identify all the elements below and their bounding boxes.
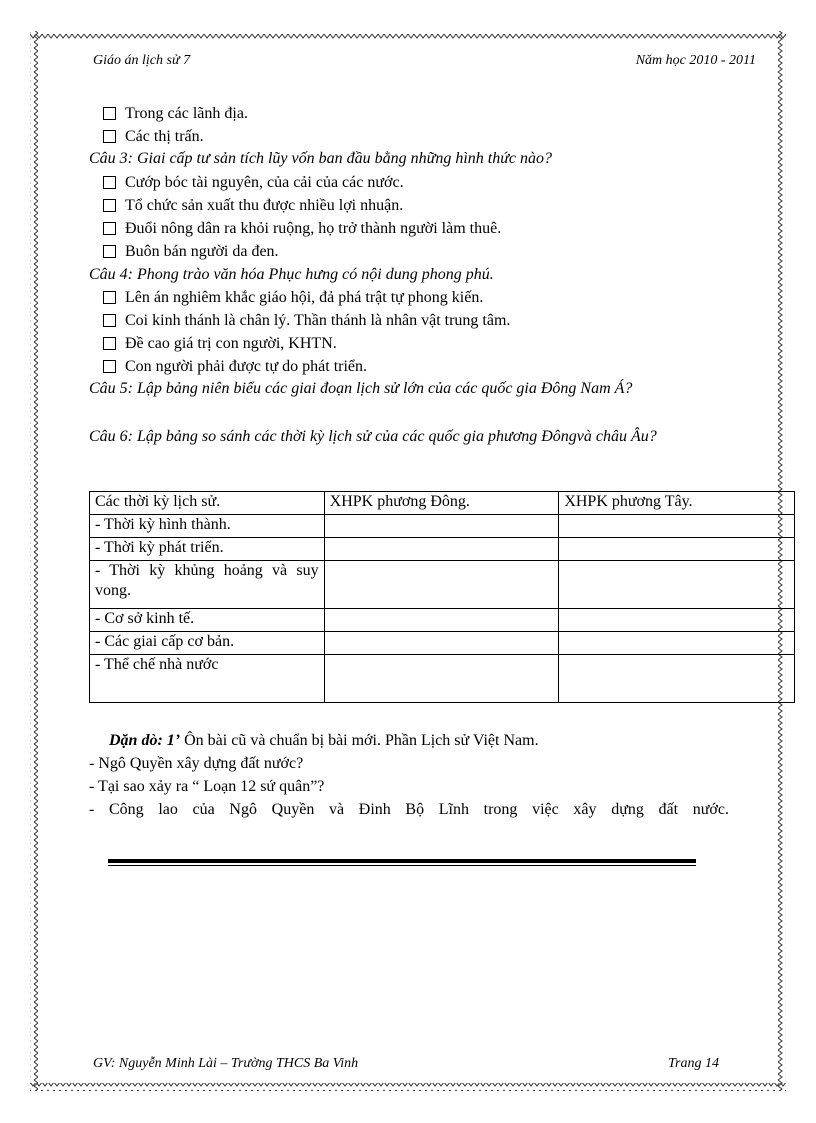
table-cell[interactable]	[324, 515, 559, 538]
option-item: Con người phải được tự do phát triển.	[103, 358, 367, 376]
checkbox[interactable]	[103, 176, 116, 189]
homework-item: - Ngô Quyền xây dựng đất nước?	[89, 755, 304, 772]
option-item: Đề cao giá trị con người, KHTN.	[103, 335, 337, 353]
checkbox[interactable]	[103, 337, 116, 350]
table-cell: - Thời kỳ phát triển.	[90, 538, 325, 561]
table-row	[90, 515, 795, 538]
table-row	[90, 655, 795, 703]
table-cell[interactable]	[324, 609, 559, 632]
footer-right: Trang 14	[668, 1056, 719, 1071]
checkbox[interactable]	[103, 199, 116, 212]
table-cell[interactable]	[324, 632, 559, 655]
table-cell: - Thể chế nhà nước	[90, 655, 325, 703]
homework-label: Dặn dò: 1’	[109, 732, 181, 749]
table-cell[interactable]	[324, 655, 559, 703]
table-cell[interactable]	[559, 609, 795, 632]
header-left: Giáo án lịch sử 7	[93, 53, 191, 68]
homework-section	[89, 729, 729, 821]
checkbox[interactable]	[103, 222, 116, 235]
table-cell: - Cơ sở kinh tế.	[90, 609, 325, 632]
comparison-table	[89, 491, 795, 703]
option-item: Cướp bóc tài nguyên, của cải của các nước.	[103, 174, 404, 192]
table-header-row	[90, 492, 795, 515]
checkbox[interactable]	[103, 314, 116, 327]
table-cell[interactable]	[324, 538, 559, 561]
checkbox[interactable]	[103, 130, 116, 143]
table-header-cell: XHPK phương Tây.	[559, 492, 795, 515]
table-row	[90, 561, 795, 609]
checkbox[interactable]	[103, 360, 116, 373]
table-cell[interactable]	[559, 632, 795, 655]
table-cell: - Thời kỳ hình thành.	[90, 515, 325, 538]
option-item: Coi kinh thánh là chân lý. Thần thánh là nhân vật trung tâm.	[103, 312, 510, 330]
table-row	[90, 538, 795, 561]
checkbox[interactable]	[103, 245, 116, 258]
question-4: Câu 4: Phong trào văn hóa Phục hưng có nội dung phong phú.	[89, 266, 494, 283]
question-6: Câu 6: Lập bảng so sánh các thời kỳ lịch sử của các quốc gia phương Đôngvà châu Âu?	[89, 428, 657, 445]
table-cell[interactable]	[559, 538, 795, 561]
table-cell: - Các giai cấp cơ bản.	[90, 632, 325, 655]
table-cell[interactable]	[559, 561, 795, 609]
table-row	[90, 609, 795, 632]
checkbox[interactable]	[103, 291, 116, 304]
header-right: Năm học 2010 - 2011	[635, 53, 756, 68]
table-header-cell: Các thời kỳ lịch sử.	[90, 492, 325, 515]
divider-thick	[108, 859, 696, 863]
option-item: Buôn bán người da đen.	[103, 243, 279, 261]
homework-item: - Tại sao xảy ra “ Loạn 12 sứ quân”?	[89, 778, 325, 795]
option-item: Lên án nghiêm khắc giáo hội, đả phá trật tự phong kiến.	[103, 289, 483, 307]
footer-left: GV: Nguyễn Minh Lài – Trường THCS Ba Vinh	[93, 1056, 359, 1071]
table-cell[interactable]	[324, 561, 559, 609]
option-item: Các thị trấn.	[103, 128, 204, 146]
homework-intro: Dặn dò: 1’ Ôn bài cũ và chuẩn bị bài mới. Phần Lịch sử Việt Nam.	[109, 732, 539, 749]
option-item: Đuổi nông dân ra khỏi ruộng, họ trở thành người làm thuê.	[103, 220, 501, 238]
table-header-cell: XHPK phương Đông.	[324, 492, 559, 515]
option-item: Tổ chức sản xuất thu được nhiều lợi nhuận.	[103, 197, 403, 215]
table-cell[interactable]	[559, 515, 795, 538]
table-row	[90, 632, 795, 655]
table-cell[interactable]	[559, 655, 795, 703]
checkbox[interactable]	[103, 107, 116, 120]
question-3: Câu 3: Giai cấp tư sản tích lũy vốn ban đầu bằng những hình thức nào?	[89, 150, 553, 167]
question-5: Câu 5: Lập bảng niên biểu các giai đoạn lịch sử lớn của các quốc gia Đông Nam Á?	[89, 380, 633, 397]
table-cell: - Thời kỳ khủng hoảng và suy vong.	[90, 561, 325, 609]
divider-thin	[108, 865, 696, 866]
option-item: Trong các lãnh địa.	[103, 105, 248, 123]
homework-item: - Công lao của Ngô Quyền và Đinh Bộ Lĩnh trong việc xây dựng đất nước.	[89, 801, 729, 818]
